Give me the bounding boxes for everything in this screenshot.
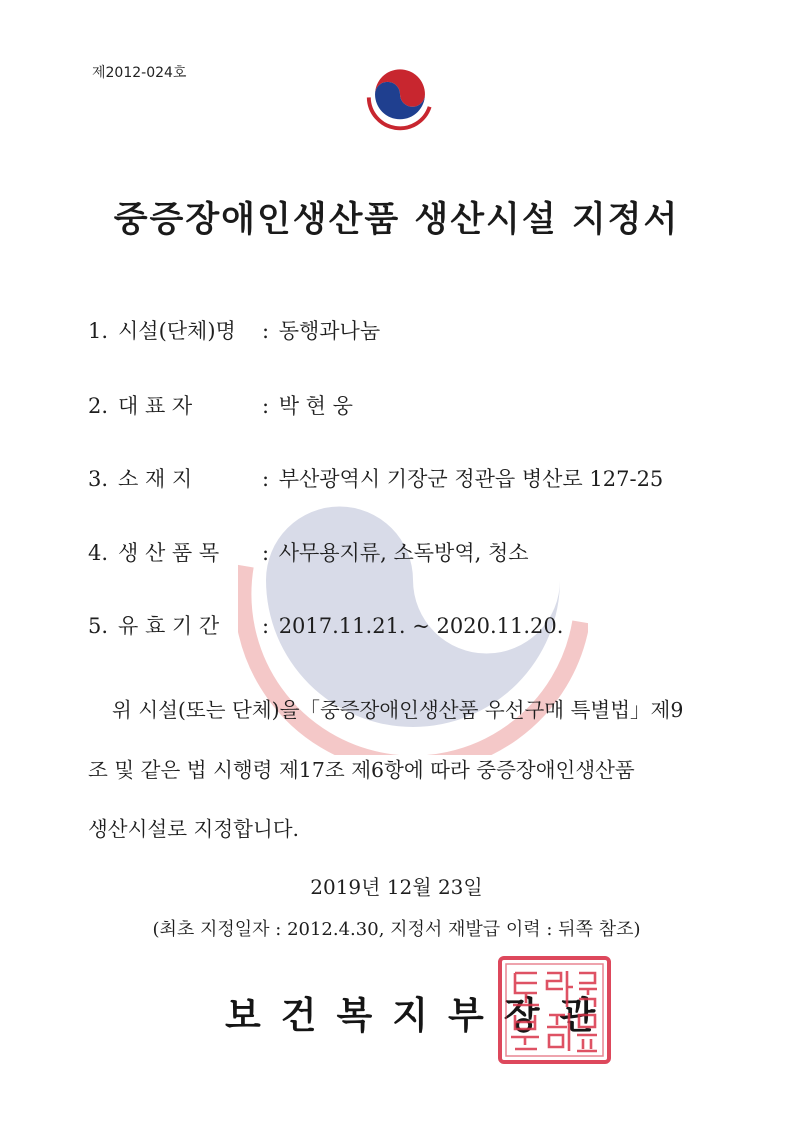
item-number: 5. <box>88 614 109 638</box>
representative-value: 박 현 웅 <box>278 394 353 418</box>
item-label: 유 효 기 간 <box>118 614 220 638</box>
facility-name-value: 동행과나눔 <box>278 319 381 343</box>
official-seal <box>497 955 612 1065</box>
item-label: 소 재 지 <box>118 467 193 491</box>
item-number: 2. <box>88 394 109 418</box>
issuer-name: 보건복지부장관 <box>225 993 616 1037</box>
validity-value: 2017.11.21. ~ 2020.11.20. <box>278 614 564 638</box>
designation-note: (최초 지정일자 : 2012.4.30, 지정서 재발급 이력 : 뒤쪽 참조) <box>152 919 641 940</box>
item-number: 1. <box>88 319 109 343</box>
products-value: 사무용지류, 소독방역, 청소 <box>278 541 529 565</box>
address-value: 부산광역시 기장군 정관읍 병산로 127-25 <box>278 467 664 491</box>
document-title: 중증장애인생산품 생산시설 지정서 <box>113 199 680 240</box>
item-number: 4. <box>88 541 109 565</box>
facility-name-row: 1. 시설(단체)명 : 동행과나눔 <box>88 315 380 345</box>
body-text-line: 위 시설(또는 단체)을「중증장애인생산품 우선구매 특별법」제9 <box>112 698 684 722</box>
products-row: 4. 생 산 품 목 : 사무용지류, 소독방역, 청소 <box>88 537 529 567</box>
item-number: 3. <box>88 467 109 491</box>
taegeuk-emblem-icon <box>361 60 439 138</box>
item-label: 시설(단체)명 <box>118 319 236 343</box>
body-text-line: 조 및 같은 법 시행령 제17조 제6항에 따라 중증장애인생산품 <box>88 758 635 782</box>
document-number: 제2012-024호 <box>92 65 187 81</box>
address-row: 3. 소 재 지 : 부산광역시 기장군 정관읍 병산로 127-25 <box>88 463 663 493</box>
issue-date: 2019년 12월 23일 <box>310 875 483 899</box>
item-label: 대 표 자 <box>118 394 193 418</box>
item-label: 생 산 품 목 <box>118 541 220 565</box>
representative-row: 2. 대 표 자 : 박 현 웅 <box>88 390 353 420</box>
validity-row: 5. 유 효 기 간 : 2017.11.21. ~ 2020.11.20. <box>88 610 563 640</box>
body-text-line: 생산시설로 지정합니다. <box>88 817 300 841</box>
